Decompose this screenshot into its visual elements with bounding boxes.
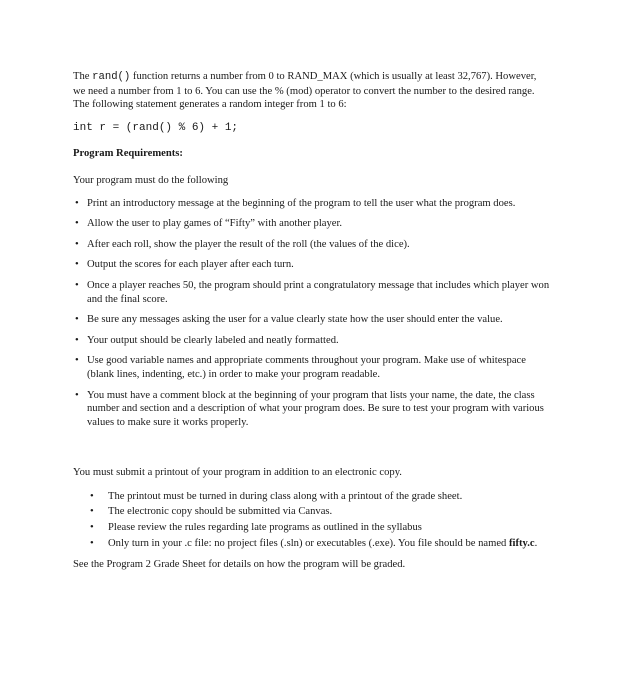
- code-statement: int r = (rand() % 6) + 1;: [73, 121, 239, 134]
- bullet-icon: •: [90, 537, 94, 549]
- list-item: • Be sure any messages asking the user for a value clearly state how the user should enter the value.: [75, 314, 503, 326]
- bullet-icon: •: [75, 279, 79, 291]
- bullet-icon: •: [75, 197, 79, 209]
- list-item: • Only turn in your .c file: no project files (.sln) or executables (.exe). You file should be named fifty.c.: [90, 537, 538, 549]
- list-item: • After each roll, show the player the result of the roll (the values of the dice).: [75, 238, 410, 250]
- bullet-icon: •: [75, 238, 79, 250]
- bullet-icon: •: [90, 506, 94, 518]
- list-item: • Output the scores for each player after each turn.: [75, 259, 294, 271]
- list-item: • Use good variable names and appropriate comments throughout your program. Make use of whitespace (blank lines, indenting, etc.) in order to make your program readable.: [75, 355, 526, 380]
- bullet-icon: •: [75, 259, 79, 271]
- intro-paragraph: The rand() function returns a number from 0 to RAND_MAX (which is usually at least 32,767). However, we need a number from 1 to 6. You can use the % (mod) operator to convert the number to the desired range. The following statement generates a random integer from 1 to 6:: [73, 71, 537, 111]
- grade-sheet-note: See the Program 2 Grade Sheet for details on how the program will be graded.: [73, 559, 406, 571]
- list-item: • Once a player reaches 50, the program should print a congratulatory message that includes which player won and the final score.: [75, 279, 550, 305]
- requirements-lead: Your program must do the following: [73, 174, 229, 186]
- filename: fifty.c: [509, 537, 535, 549]
- intro-text: function returns a number from 0 to RAND_MAX (which is usually at least 32,767). However, we need a number from 1 to 6. You can use the % (mod) operator to convert the number to the desired range. The following statement generates a random integer from 1 to 6:: [73, 71, 537, 111]
- list-item: • You must have a comment block at the beginning of your program that lists your name, the date, the class number and section and a description of what your program does. Be sure to test your program with various values to make sure it works properly.: [75, 389, 544, 428]
- bullet-icon: •: [75, 355, 79, 367]
- bullet-icon: •: [75, 389, 79, 401]
- submission-list: [73, 490, 551, 550]
- bullet-icon: •: [90, 490, 94, 502]
- list-item: • The printout must be turned in during class along with a printout of the grade sheet.: [90, 490, 463, 502]
- list-item: • Please review the rules regarding late programs as outlined in the syllabus: [90, 522, 422, 534]
- list-item: • The electronic copy should be submitted via Canvas.: [90, 506, 333, 518]
- requirements-heading: Program Requirements:: [73, 148, 183, 160]
- submission-intro: You must submit a printout of your program in addition to an electronic copy.: [73, 467, 402, 479]
- document-page: [73, 70, 551, 572]
- bullet-icon: •: [75, 218, 79, 230]
- requirements-list: [73, 197, 551, 430]
- bullet-icon: •: [75, 314, 79, 326]
- list-item: • Allow the user to play games of “Fifty” with another player.: [75, 218, 343, 230]
- rand-function-code: rand(): [92, 71, 131, 83]
- bullet-icon: •: [90, 522, 94, 534]
- list-item: • Print an introductory message at the beginning of the program to tell the user what the program does.: [75, 197, 516, 209]
- bullet-icon: •: [75, 334, 79, 346]
- list-item: • Your output should be clearly labeled and neatly formatted.: [75, 334, 339, 346]
